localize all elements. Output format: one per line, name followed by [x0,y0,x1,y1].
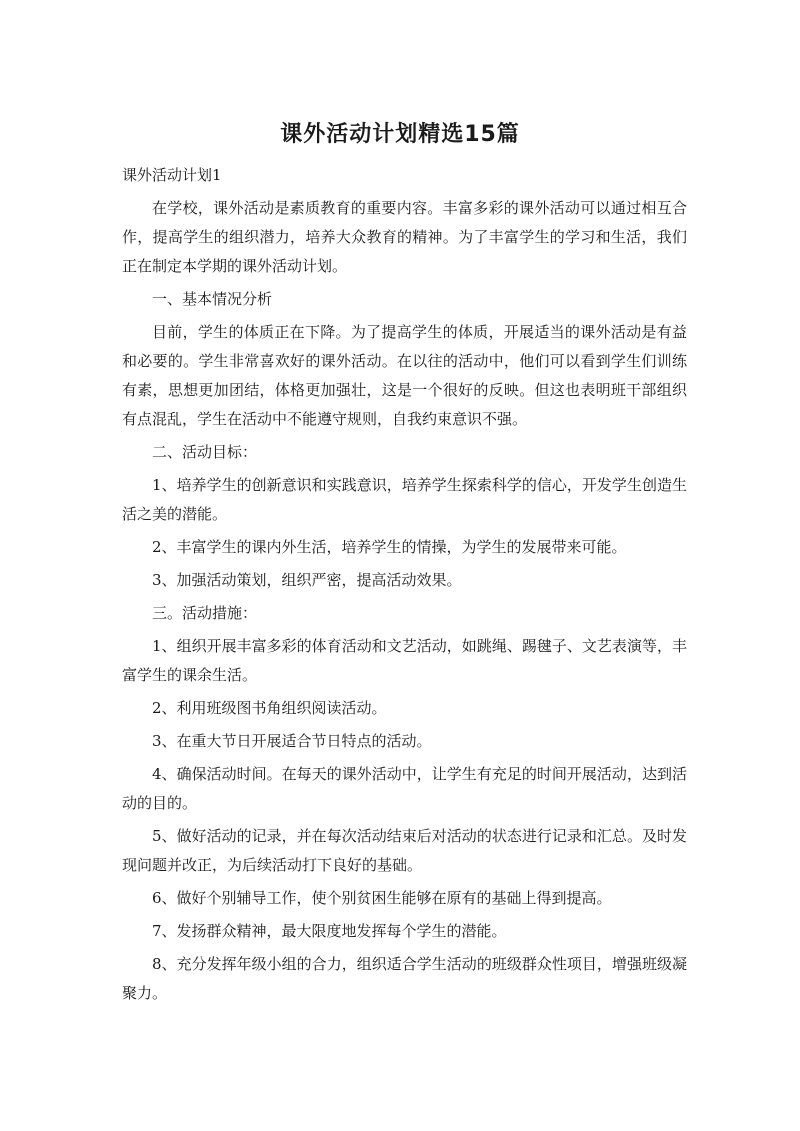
heading-activity-measures: 三。活动措施： [152,604,258,622]
measure-item-2: 2、利用班级图书角组织阅读活动。 [152,699,387,717]
measure-item-4: 4、确保活动时间。在每天的课外活动中，让学生有充足的时间开展活动，达到活动的目的。 [122,765,687,812]
goal-item-1: 1、培养学生的创新意识和实践意识，培养学生探索科学的信心，开发学生创造生活之美的潜能。 [122,476,687,523]
document-title: 课外活动计划精选15篇 [280,122,520,147]
heading-activity-goals: 二、活动目标： [152,443,258,461]
goal-item-2: 2、丰富学生的课内外生活，培养学生的情操，为学生的发展带来可能。 [152,538,627,556]
measure-item-6: 6、做好个别辅导工作，使个别贫困生能够在原有的基础上得到提高。 [152,889,612,907]
document-body [122,161,687,1012]
goal-item-3: 3、加强活动策划，组织严密，提高活动效果。 [152,571,462,589]
measure-item-1: 1、组织开展丰富多彩的体育活动和文艺活动，如跳绳、踢毽子、文艺表演等，丰富学生的课余生活。 [122,637,687,684]
measure-item-8: 8、充分发挥年级小组的合力，组织适合学生活动的班级群众性项目，增强班级凝聚力。 [122,955,687,1002]
measure-item-3: 3、在重大节日开展适合节日特点的活动。 [152,732,432,750]
measure-item-7: 7、发扬群众精神，最大限度地发挥每个学生的潜能。 [152,922,507,940]
measure-item-5: 5、做好活动的记录，并在每次活动结束后对活动的状态进行记录和汇总。及时发现问题并改正，为后续活动打下良好的基础。 [122,827,687,874]
section-subtitle: 课外活动计划1 [122,166,222,184]
heading-basic-analysis: 一、基本情况分析 [152,290,273,308]
paragraph-analysis: 目前，学生的体质正在下降。为了提高学生的体质，开展适当的课外活动是有益和必要的。学生非常喜欢好的课外活动。在以往的活动中，他们可以看到学生们训练有素，思想更加团结，体格更加强壮，这是一个很好的反映。但这也表明班干部组织有点混乱，学生在活动中不能遵守规则，自我约束意识不强。 [122,323,687,428]
paragraph-intro: 在学校，课外活动是素质教育的重要内容。丰富多彩的课外活动可以通过相互合作，提高学生的组织潜力，培养大众教育的精神。为了丰富学生的学习和生活，我们正在制定本学期的课外活动计划。 [122,199,687,275]
